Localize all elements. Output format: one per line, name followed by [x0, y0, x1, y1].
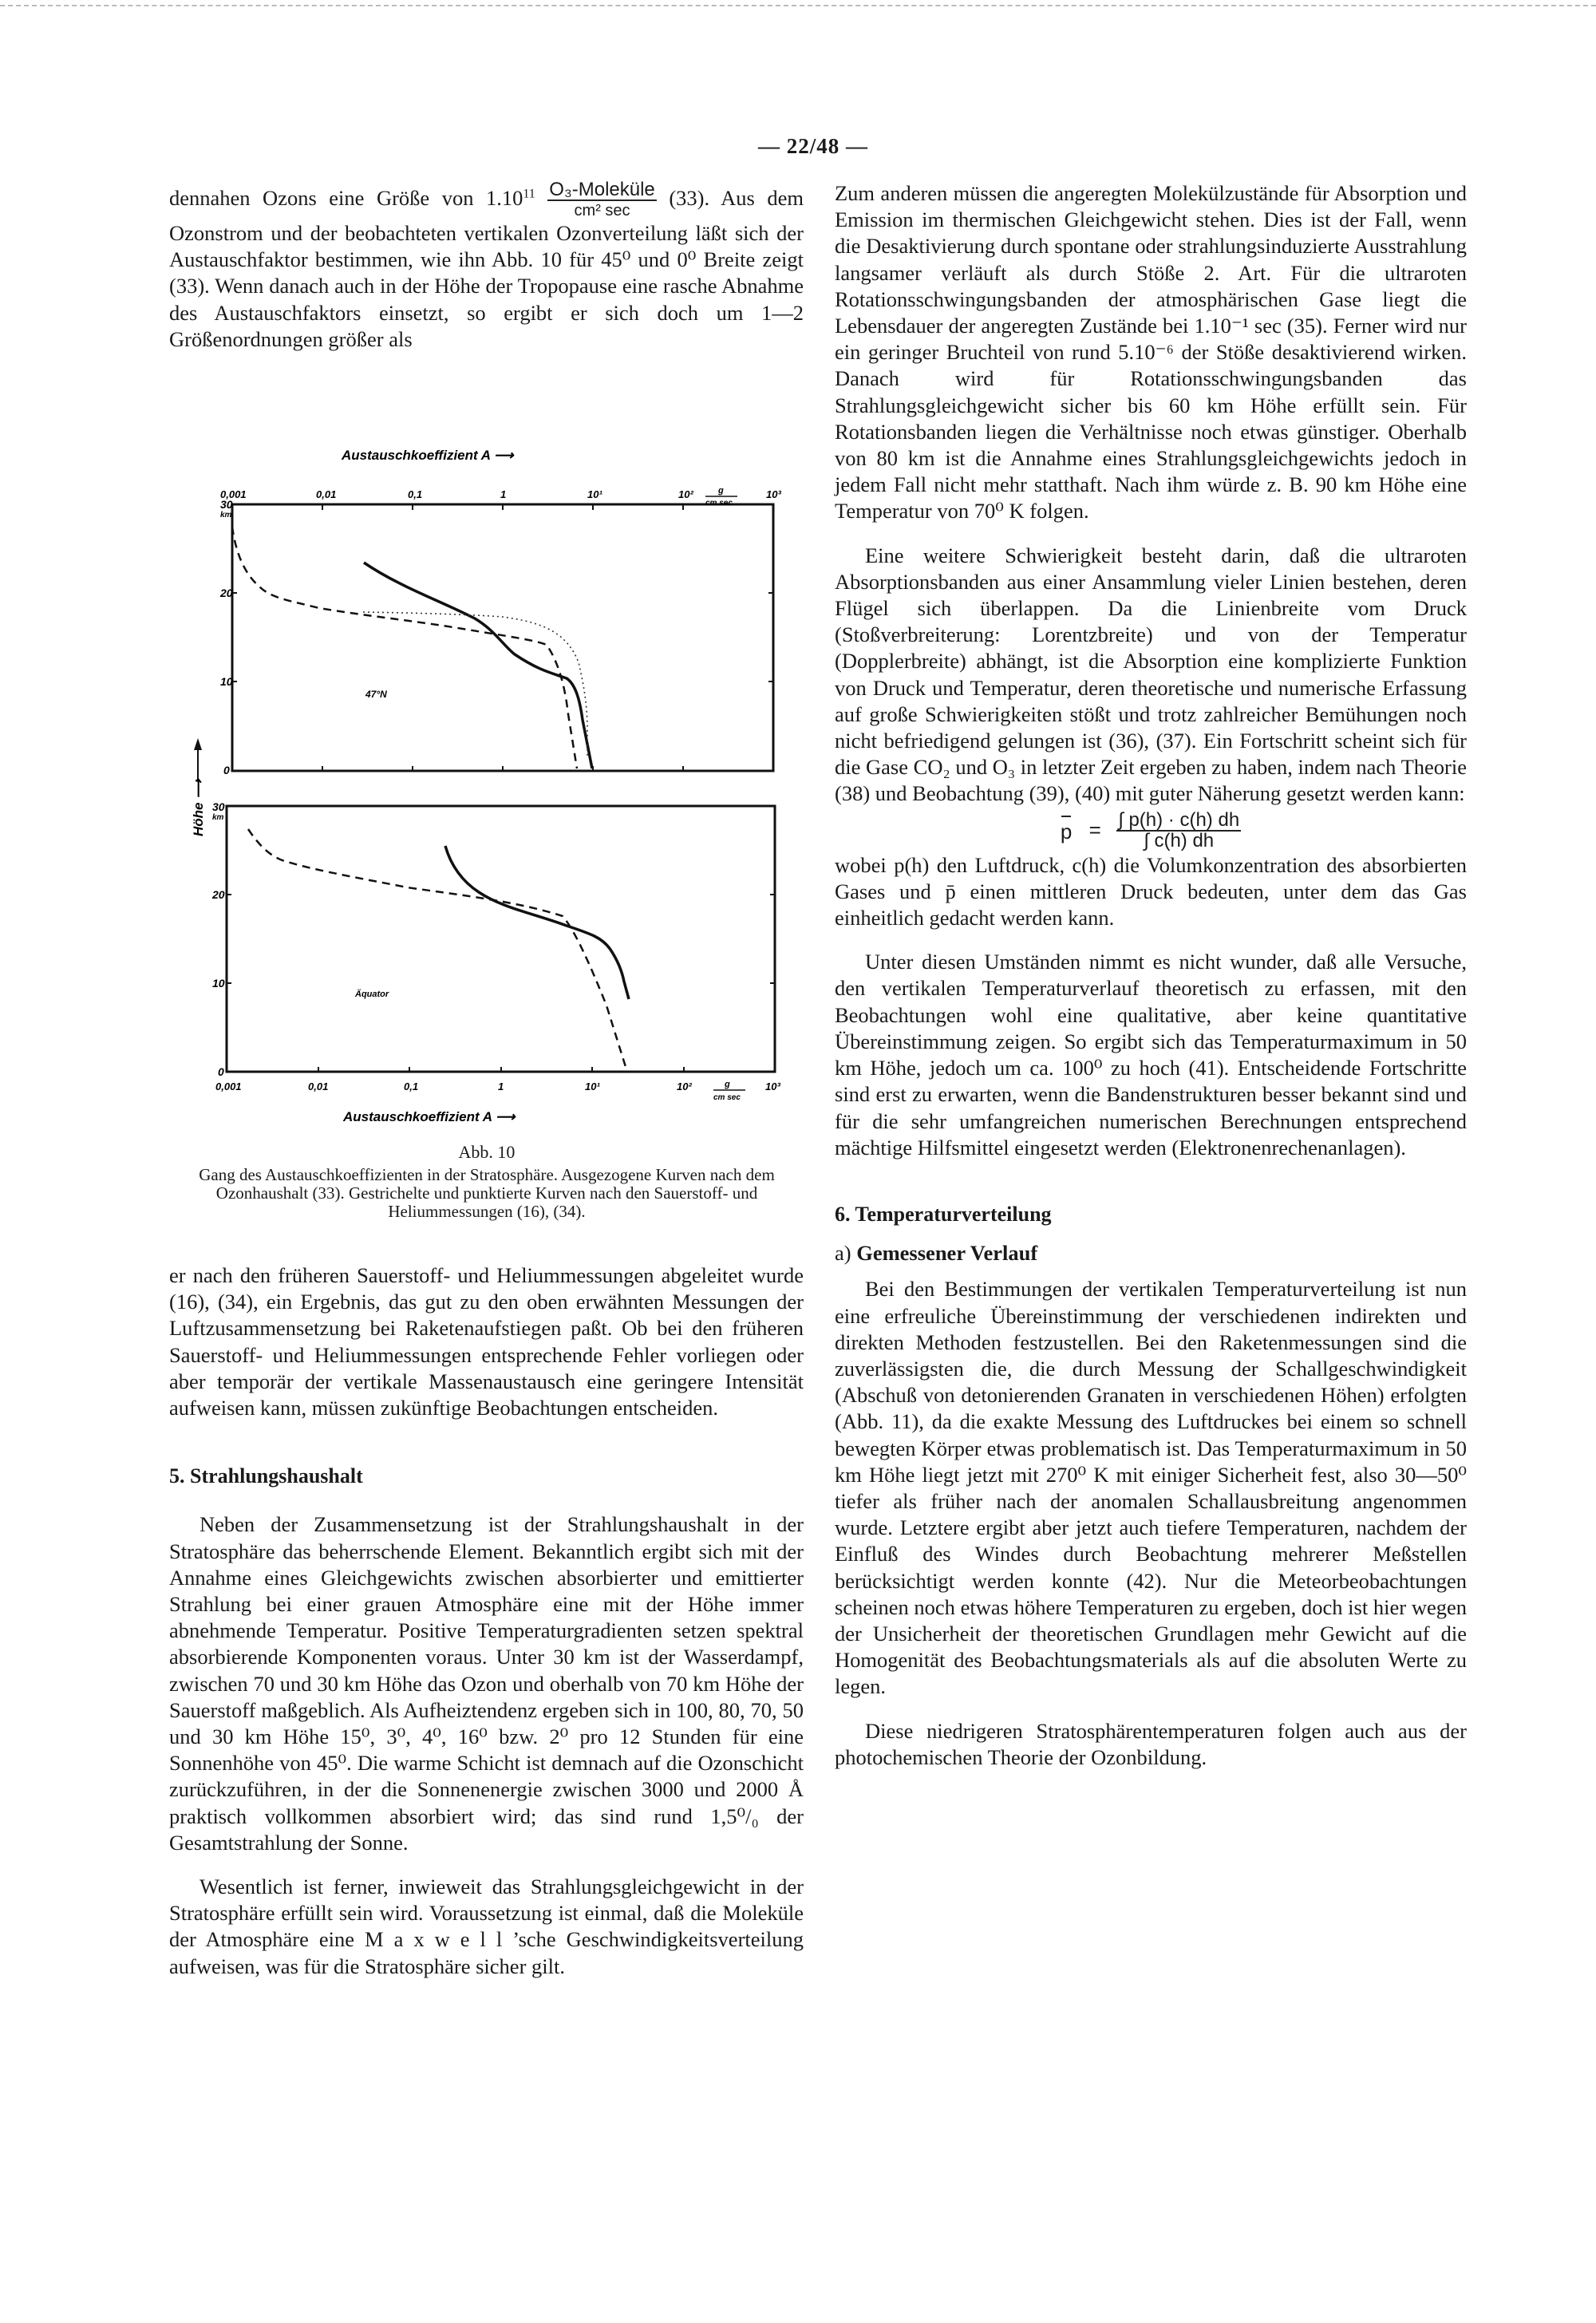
figure-abb-10: [160, 431, 830, 1229]
bottom-x-tick-labels: [215, 1080, 780, 1102]
paragraph-helium-measurements: er nach den früheren Sauerstoff- und Heliummessungen abgeleitet wurde (16), (34), ein Ergebnis, das gut zu den oben erwähnten Messungen der Luftzusammensetzung bei Raketenaufstiegen paßt. Ob bei den früheren Sauerstoff- und Heliummessungen entsprechende Fehler vorliegen oder aber temporär der vertikale Massenaustausch eine geringere Intensität aufweisen kann, müssen zukünftige Beobachtungen entscheiden.: [169, 1263, 804, 1420]
section-5-heading: 5. Strahlungshaushalt: [169, 1464, 363, 1488]
paragraph-ozone-flux: dennahen Ozons eine Größe von 1.10$^{11}$ $\frac{\text{O₃-Moleküle}}{\text{cm² sec}}$ (33). Aus dem Ozonstrom und der beobachteten vertikalen Ozonverteilung läßt sich der Austauschfaktor bestimmen, wie ihn Abb. 10 für 45⁰ und 0⁰ Breite zeigt (33). Wenn danach auch in der Höhe der Tropopause eine rasche Abnahme des Austauschfaktors einsetzt, so ergibt er sich doch um 1—2 Größenordnungen größer als: [169, 179, 804, 351]
curve-aequator-solid: [445, 846, 629, 999]
bottom-y-tick-labels: [211, 800, 225, 1078]
svg-text:30: 30: [212, 800, 225, 813]
left-column-top: [169, 180, 804, 353]
paragraph-formula-explanation: wobei p(h) den Luftdruck, c(h) die Volumkonzentration des absorbierten Gases und p̄ einen mittleren Druck bedeuten, unter dem das Gas einheitlich gedacht werden kann.: [835, 852, 1467, 930]
svg-text:10³: 10³: [765, 1081, 780, 1092]
svg-text:0,1: 0,1: [408, 488, 423, 500]
panel-label-47N: 47°N: [365, 689, 387, 700]
paragraph-absorption-bands: Eine weitere Schwierigkeit besteht darin, daß die ultraroten Absorptionsbanden aus einer Ansammlung vieler Linien bestehen, deren Flügel sich überlappen. Da die Linienbreite vom Druck (Stoßverbreiterung: Lorentzbreite) und von der Temperatur (Dopplerbreite) abhängt, ist die Absorption eine komplizierte Funktion von Druck und Temperatur, deren theoretische und numerische Erfassung auf große Schwierigkeiten stößt und trotz zahlreicher Bemühungen noch nicht befriedigend gelungen ist (36), (37). Ein Fortschritt scheint sich für die Gase CO₂ und O₃ in letzter Zeit ergeben zu haben, indem nach Theorie (38) und Beobachtung (39), (40) mit guter Näherung gesetzt werden kann:: [835, 543, 1467, 806]
svg-text:km: km: [220, 511, 232, 520]
curve-47N-dotted: [363, 612, 587, 758]
figure-caption: [168, 1143, 806, 1221]
panel-47N: [219, 486, 781, 776]
svg-text:0: 0: [218, 1065, 224, 1078]
svg-text:10: 10: [212, 977, 225, 990]
svg-text:0,1: 0,1: [404, 1081, 419, 1092]
svg-text:0,01: 0,01: [308, 1081, 329, 1092]
curve-47N-dashed: [232, 527, 577, 768]
svg-text:10³: 10³: [766, 488, 781, 500]
paragraph-photochemical-theory: Diese niedrigeren Stratosphärentemperaturen folgen auch aus der photochemischen Theorie der Ozonbildung.: [835, 1718, 1467, 1769]
svg-text:g: g: [725, 1080, 730, 1089]
svg-text:10¹: 10¹: [587, 488, 602, 500]
svg-text:0: 0: [223, 764, 230, 776]
svg-text:0,001: 0,001: [220, 488, 247, 500]
panel-label-aequator: Äquator: [355, 990, 389, 999]
unit-fraction: $\frac{\text{O₃-Moleküle}}{\text{cm² sec}}$: [549, 179, 655, 219]
figure-caption-text: Gang des Austauschkoeffizienten in der Stratosphäre. Ausgezogene Kurven nach dem Ozonhaushalt (33). Gestrichelte und punktierte Kurven nach den Sauerstoff- und Heliummessungen (16), (34).: [199, 1165, 775, 1221]
svg-text:cm sec: cm sec: [713, 1093, 741, 1102]
scan-edge: [0, 5, 1596, 6]
svg-text:Höhe ⟶: Höhe ⟶: [191, 779, 206, 836]
y-axis-title: [191, 738, 206, 836]
svg-text:km: km: [212, 813, 224, 822]
mean-pressure-formula: p = $\frac{\int p(h) \cdot c(h) dh}{\int c(h) dh}$: [1060, 808, 1240, 851]
exchange-coefficient-chart: [160, 431, 830, 1149]
svg-text:g: g: [718, 486, 724, 496]
paragraph-temperature-theory: Unter diesen Umständen nimmt es nicht wunder, daß alle Versuche, den vertikalen Temperaturverlauf theoretisch zu erfassen, mit den Beobachtungen wohl eine qualitative, aber keine quantitative Übereinstimmung zeigen. So ergibt sich das Temperaturmaximum in 50 km Höhe, jedoch um ca. 100⁰ zu hoch (41). Entscheidende Fortschritte sind erst zu erwarten, wenn die Bandenstrukturen besser bekannt sind und für die sehr umfangreichen numerischen Berechnungen entsprechend mächtige Hilfsmittel eingesetzt werden (Elektronenrechenanlagen).: [835, 950, 1467, 1160]
right-column: [835, 180, 1467, 1771]
svg-text:10: 10: [220, 675, 233, 688]
svg-text:1: 1: [500, 488, 507, 500]
subsection-a-heading: a) Gemessener Verlauf: [835, 1241, 1038, 1266]
figure-label: Abb. 10: [458, 1142, 516, 1162]
panel-aequator: [211, 800, 780, 1102]
svg-text:10²: 10²: [677, 1081, 692, 1092]
page-number: — 22/48 —: [758, 134, 869, 158]
paragraph-radiation-equilibrium: Wesentlich ist ferner, inwieweit das Strahlungsgleichgewicht in der Stratosphäre erfüllt sein wird. Voraussetzung ist einmal, daß die Moleküle der Atmosphäre eine M a x w e l l ’sche Geschwindigkeitsverteilung aufweisen, was für die Stratosphäre sicher gilt.: [169, 1875, 804, 1978]
svg-text:1: 1: [498, 1081, 504, 1092]
curve-aequator-dashed: [248, 829, 626, 1069]
svg-text:0,01: 0,01: [316, 488, 337, 500]
svg-text:cm sec: cm sec: [705, 499, 733, 508]
paragraph-measured-profile: Bei den Bestimmungen der vertikalen Temperaturverteilung ist nun eine erfreuliche Übereinstimmung der verschiedenen indirekten und direkten Methoden festzustellen. Bei den Raketenmessungen sind die zuverlässigsten die, die durch Messung der Schallgeschwindigkeit (Abschuß von detonierenden Granaten in verschiedenen Höhen) erfolgten (Abb. 11), da die exakte Messung des Luftdruckes bei einem so schnell bewegten Körper etwas problematisch ist. Das Temperaturmaximum in 50 km Höhe liegt jetzt mit 270⁰ K mit einiger Sicherheit fest, also 30—50⁰ tiefer als früher nach der anomalen Schallausbreitung angenommen wurde. Letztere ergibt aber jetzt auch tiefere Temperaturen, nachdem der Einfluß des Windes durch Beobachtung mehrerer Meßstellen berücksichtigt werden konnte (42). Nur die Meteorbeobachtungen scheinen noch etwas höhere Temperaturen zu ergeben, doch ist hier wegen der Unsicherheit der theoretischen Grundlagen mehr Gewicht auf die Homogenität des Beobachtungsmaterials als auf die absoluten Werte zu legen.: [835, 1277, 1467, 1699]
svg-text:0,001: 0,001: [215, 1081, 242, 1092]
svg-text:20: 20: [220, 587, 233, 599]
svg-text:10²: 10²: [678, 488, 693, 500]
svg-text:30: 30: [220, 498, 233, 511]
svg-text:10¹: 10¹: [585, 1081, 600, 1092]
left-column-bottom: [169, 1262, 804, 1980]
paragraph-excited-states: Zum anderen müssen die angeregten Molekülzustände für Absorption und Emission im thermischen Gleichgewicht stehen. Dies ist der Fall, wenn die Desaktivierung durch spontane oder strahlungsinduzierte Ausstrahlung langsamer verläuft als durch Stöße 2. Art. Für die ultraroten Rotationsschwingungsbanden der atmosphärischen Gase liegt die Lebensdauer der angeregten Zustände bei 1.10⁻¹ sec (35). Ferner wird nur ein geringer Bruchteil von rund 5.10⁻⁶ der Stöße desaktivierend wirken. Danach wird für Rotationsschwingungsbanden das Strahlungsgleichgewicht sicher bis 60 km Höhe erfüllt sein. Für Rotationsbanden liegen die Verhältnisse noch etwas günstiger. Oberhalb von 80 km ist die Annahme eines Strahlungsgleichgewichts jedoch in jedem Fall nicht mehr statthaft. Nach ihm würde z. B. 90 km Höhe eine Temperatur von 70⁰ K folgen.: [835, 181, 1467, 523]
bottom-axis-title: Austauschkoeffizient A ⟶: [343, 1109, 516, 1124]
svg-text:20: 20: [212, 888, 225, 901]
top-axis-title: Austauschkoeffizient A ⟶: [342, 448, 514, 463]
paragraph-radiation-balance: Neben der Zusammensetzung ist der Strahlungshaushalt in der Stratosphäre das beherrschende Element. Bekanntlich ergibt sich mit der Annahme eines Gleichgewichts zwischen absorbierter und emittierter Strahlung bei einer grauen Atmosphäre eine mit der Höhe immer abnehmende Temperatur. Positive Temperaturgradienten setzen spektral absorbierende Komponenten voraus. Unter 30 km ist der Wasserdampf, zwischen 70 und 30 km Höhe das Ozon und oberhalb von 70 km Höhe der Sauerstoff maßgeblich. Als Aufheiztendenz ergeben sich in 100, 80, 70, 50 und 30 km Höhe 15⁰, 3⁰, 4⁰, 16⁰ bzw. 2⁰ pro 12 Stunden für eine Sonnenhöhe von 45⁰. Die warme Schicht ist demnach auf die Ozonschicht zurückzuführen, in der die Sonnenenergie zwischen 3000 und 2000 Å praktisch vollkommen absorbiert wird; das sind rund 1,5⁰/₀ der Gesamtstrahlung der Sonne.: [169, 1512, 804, 1855]
top-y-tick-labels: [219, 498, 233, 776]
section-6-heading: 6. Temperaturverteilung: [835, 1202, 1052, 1226]
